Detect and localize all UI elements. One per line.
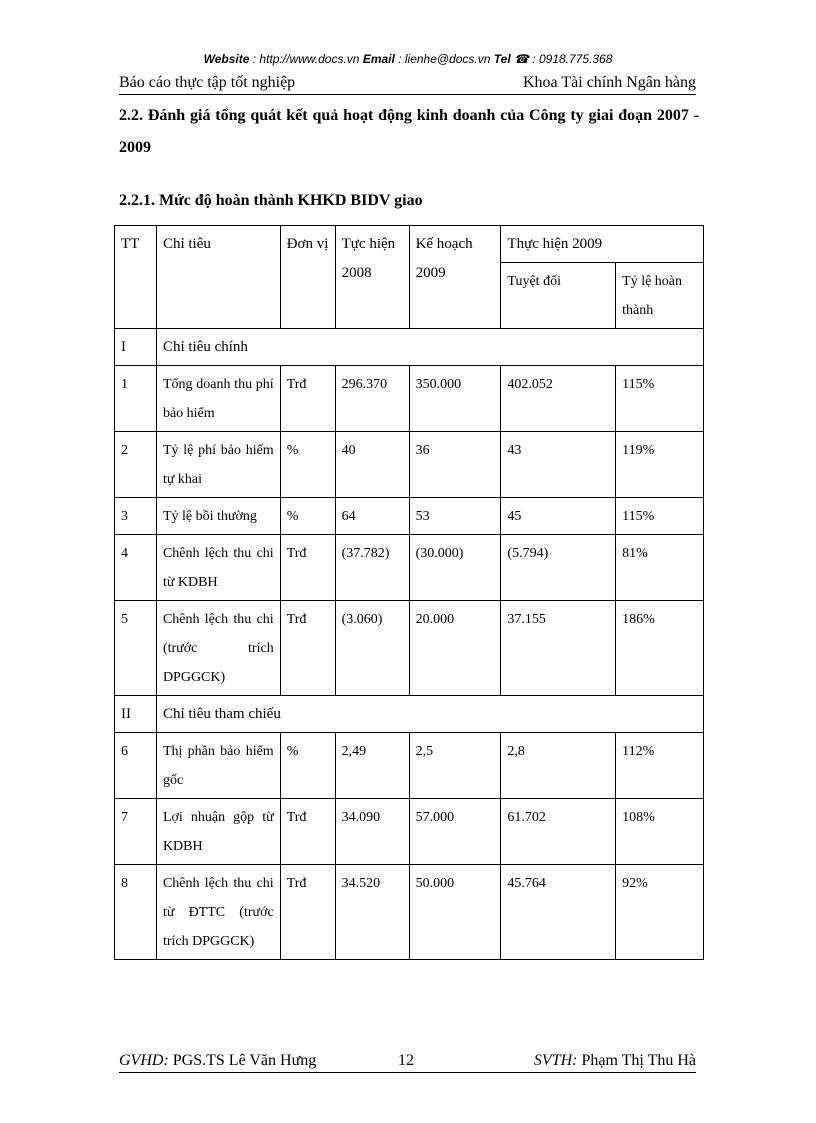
cell-chitieu: Tỷ lệ phí bảo hiểm tự khai — [156, 432, 280, 498]
cell-thuchien-2008: 34.090 — [335, 799, 409, 865]
student-label: SVTH: — [533, 1052, 578, 1069]
cell-chitieu: Chênh lệch thu chi từ ĐTTC (trước trích DPGGCK) — [156, 865, 280, 960]
cell-tuyetdoi: 61.702 — [501, 799, 616, 865]
cell-thuchien-2008: (3.060) — [335, 601, 409, 696]
header-chitieu: Chỉ tiêu — [156, 226, 280, 329]
subsection-title: 2.2.1. Mức độ hoàn thành KHKD BIDV giao — [119, 192, 423, 209]
cell-thuchien-2008: 64 — [335, 498, 409, 535]
cell-tuyetdoi: (5.794) — [501, 535, 616, 601]
cell-kehoach-2009: 2,5 — [409, 733, 501, 799]
table-row — [115, 799, 704, 865]
section-name: Chỉ tiêu tham chiếu — [156, 696, 703, 733]
cell-chitieu: Chênh lệch thu chi (trước trích DPGGCK) — [156, 601, 280, 696]
header-tyle: Tỷ lệ hoàn thành — [616, 263, 704, 329]
cell-tt: 7 — [115, 799, 157, 865]
cell-donvi: Trđ — [280, 799, 335, 865]
table-row — [115, 601, 704, 696]
header-thuchien-2009: Thực hiện 2009 — [501, 226, 704, 263]
header-report-title: Báo cáo thực tập tốt nghiệp — [119, 74, 296, 91]
header-tuyetdoi: Tuyệt đối — [501, 263, 616, 329]
cell-tyle: 115% — [616, 498, 704, 535]
table-row — [115, 432, 704, 498]
cell-tuyetdoi: 45.764 — [501, 865, 616, 960]
cell-chitieu: Chênh lệch thu chi từ KDBH — [156, 535, 280, 601]
website-label: Website — [203, 52, 250, 66]
website-contact-line — [0, 52, 816, 66]
cell-tyle: 81% — [616, 535, 704, 601]
cell-donvi: % — [280, 498, 335, 535]
cell-kehoach-2009: 36 — [409, 432, 501, 498]
tel-value: ☎ : 0918.775.368 — [514, 52, 613, 66]
cell-donvi: % — [280, 432, 335, 498]
cell-chitieu: Lợi nhuận gộp từ KDBH — [156, 799, 280, 865]
cell-tyle: 108% — [616, 799, 704, 865]
cell-chitieu: Tổng doanh thu phí bảo hiểm — [156, 366, 280, 432]
table-row — [115, 733, 704, 799]
cell-tuyetdoi: 45 — [501, 498, 616, 535]
cell-tt: 1 — [115, 366, 157, 432]
footer-student — [534, 1052, 696, 1070]
section-name: Chỉ tiêu chính — [156, 329, 703, 366]
section-row — [115, 329, 704, 366]
cell-tuyetdoi: 37.155 — [501, 601, 616, 696]
cell-donvi: % — [280, 733, 335, 799]
cell-kehoach-2009: 20.000 — [409, 601, 501, 696]
cell-kehoach-2009: 350.000 — [409, 366, 501, 432]
table-header-row — [115, 226, 704, 263]
cell-donvi: Trđ — [280, 535, 335, 601]
header-tt: TT — [115, 226, 157, 329]
email-label: Email — [362, 52, 395, 66]
cell-thuchien-2008: 296.370 — [335, 366, 409, 432]
cell-tyle: 119% — [616, 432, 704, 498]
cell-tuyetdoi: 43 — [501, 432, 616, 498]
cell-tuyetdoi: 2,8 — [501, 733, 616, 799]
cell-tt: 2 — [115, 432, 157, 498]
header-donvi: Đơn vị — [280, 226, 335, 329]
header-kehoach-2009: Kế hoạch 2009 — [409, 226, 501, 329]
cell-tyle: 92% — [616, 865, 704, 960]
section-row — [115, 696, 704, 733]
table-row — [115, 865, 704, 960]
cell-tt: 4 — [115, 535, 157, 601]
cell-tt: 6 — [115, 733, 157, 799]
cell-tyle: 186% — [616, 601, 704, 696]
website-value: : http://www.docs.vn — [252, 52, 360, 66]
supervisor-label: GVHD: — [119, 1052, 169, 1069]
page-header — [119, 72, 696, 95]
plan-completion-table — [114, 225, 704, 960]
table-row — [115, 498, 704, 535]
cell-kehoach-2009: (30.000) — [409, 535, 501, 601]
cell-tt: 8 — [115, 865, 157, 960]
header-faculty: Khoa Tài chính Ngân hàng — [523, 74, 696, 91]
email-value: : lienhe@docs.vn — [398, 52, 491, 66]
cell-tt: 3 — [115, 498, 157, 535]
cell-tt: 5 — [115, 601, 157, 696]
cell-chitieu: Thị phần bảo hiểm gốc — [156, 733, 280, 799]
cell-thuchien-2008: 34.520 — [335, 865, 409, 960]
header-thuchien-2008: Tực hiện 2008 — [335, 226, 409, 329]
page-footer — [119, 1050, 696, 1073]
student-name: Phạm Thị Thu Hà — [581, 1052, 696, 1069]
section-code: II — [115, 696, 157, 733]
section-code: I — [115, 329, 157, 366]
page-number: 12 — [398, 1052, 414, 1069]
tel-label: Tel — [493, 52, 511, 66]
cell-thuchien-2008: 2,49 — [335, 733, 409, 799]
cell-donvi: Trđ — [280, 601, 335, 696]
cell-tuyetdoi: 402.052 — [501, 366, 616, 432]
cell-thuchien-2008: (37.782) — [335, 535, 409, 601]
cell-thuchien-2008: 40 — [335, 432, 409, 498]
cell-kehoach-2009: 53 — [409, 498, 501, 535]
cell-donvi: Trđ — [280, 865, 335, 960]
cell-chitieu: Tỷ lệ bồi thường — [156, 498, 280, 535]
table-row — [115, 535, 704, 601]
cell-kehoach-2009: 57.000 — [409, 799, 501, 865]
table-row — [115, 366, 704, 432]
cell-donvi: Trđ — [280, 366, 335, 432]
section-title: 2.2. Đánh giá tổng quát kết quả hoạt động kinh doanh của Công ty giai đoạn 2007 - 2009 — [119, 107, 699, 156]
cell-tyle: 112% — [616, 733, 704, 799]
cell-kehoach-2009: 50.000 — [409, 865, 501, 960]
footer-supervisor — [119, 1052, 316, 1070]
cell-tyle: 115% — [616, 366, 704, 432]
supervisor-name: PGS.TS Lê Văn Hưng — [172, 1052, 317, 1069]
